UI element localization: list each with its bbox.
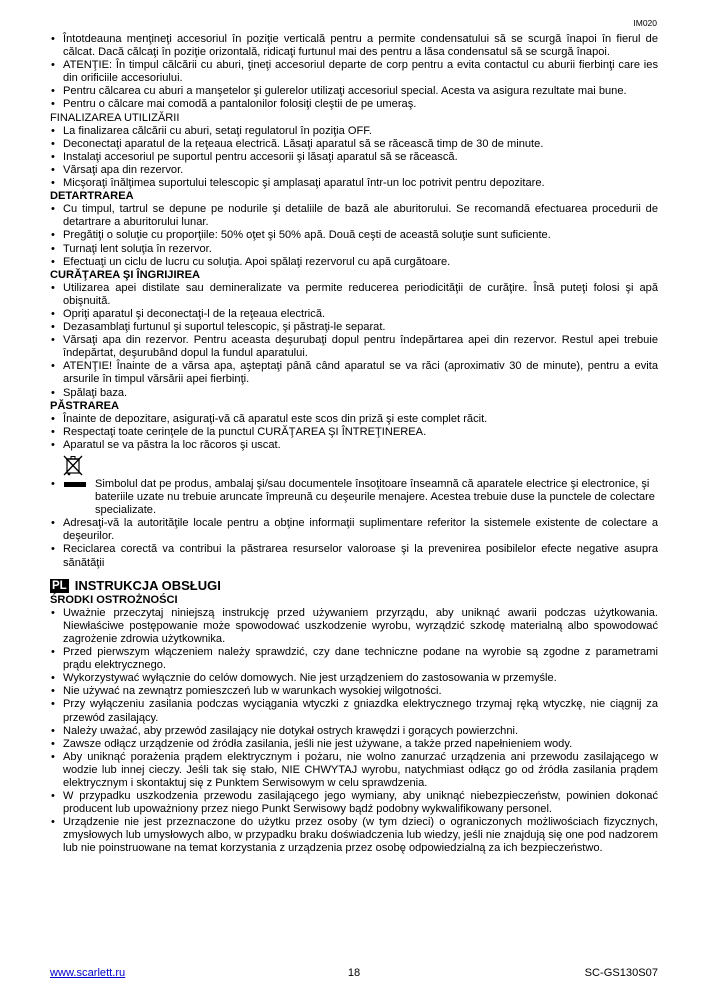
- page-number: 18: [347, 967, 361, 979]
- website-link[interactable]: www.scarlett.ru: [50, 967, 126, 979]
- list-item: • Adresaţi-vă la autorităţile locale pentru a obţine informaţii suplimentare referitor la sistemele existente de colectare a deşeurilor.: [50, 517, 658, 543]
- list-item: • Aparatul se va păstra la loc răcoros şi uscat.: [50, 439, 658, 452]
- list-item: • Wykorzystywać wyłącznie do celów domowych. Nie jest urządzeniem do zastosowania w przemyśle.: [50, 672, 658, 685]
- language-badge: PL: [52, 579, 67, 592]
- list-item: • Vărsaţi apa din rezervor.: [50, 164, 658, 177]
- list-item: • Urządzenie nie jest przeznaczone do użytku przez osoby (w tym dzieci) o ograniczonych możliwościach fizycznych, zmysłowych lub umysłowych albo, w przypadku braku doświadczenia lub wiedzy, jeśli nie znajdują się one pod nadzorem lub nie poinstruowane na temat korzystania z urządzenia przez osobę odpowiedzialną za ich bezpieczeństwo.: [50, 816, 658, 855]
- ro-descale-list: [50, 203, 658, 268]
- pl-title: INSTRUKCJA OBSŁUGI: [74, 578, 221, 594]
- list-item: • Przed pierwszym włączeniem należy sprawdzić, czy dane techniczne podane na wyrobie są zgodne z parametrami prądu elektrycznego.: [50, 646, 658, 672]
- list-item: • Pentru călcarea cu aburi a manşetelor şi gulerelor utilizaţi accesoriul special. Acesta va asigura rezultate mai bune.: [50, 85, 658, 98]
- list-item: • Uważnie przeczytaj niniejszą instrukcję przed używaniem przyrządu, aby uniknąć awarii podczas użytkowania. Niewłaściwe postępowanie może spowodować uszkodzenie wyrobu, wyrządzić szkodę materialną albo spowodować zagrożenie zdrowia użytkownika.: [50, 607, 658, 646]
- weee-item: [50, 478, 658, 517]
- list-item: • Turnaţi lent soluţia în rezervor.: [50, 243, 658, 256]
- list-item: • Pregătiţi o soluţie cu proporţiile: 50% oţet şi 50% apă. Două ceşti de această soluţie sunt suficiente.: [50, 229, 658, 242]
- list-item: • Respectaţi toate cerinţele de la punctul CURĂŢAREA ŞI ÎNTREŢINEREA.: [50, 426, 658, 439]
- list-item: • Instalaţi accesoriul pe suportul pentru accesorii şi lăsaţi aparatul să se răcească.: [50, 151, 658, 164]
- weee-symbol-row: [50, 452, 658, 478]
- list-item: • ATENŢIE: În timpul călcării cu aburi, ţineţi accesoriul departe de corp pentru a evita contactul cu aburii fierbinţi care ies din orificiile accesoriului.: [50, 59, 658, 85]
- list-item: • Efectuaţi un ciclu de lucru cu soluţia. Apoi spălaţi rezervorul cu apă curgătoare.: [50, 256, 658, 269]
- list-item: • Întotdeauna menţineţi accesoriul în poziţie verticală pentru a permite condensatului să se scurgă înapoi în fierul de călcat. Dacă călcaţi în poziţie orizontală, ridicaţi furtunul mai des pentru a lăsa condensatul să se scurgă înapoi.: [50, 33, 658, 59]
- weee-bar-icon: [64, 482, 86, 487]
- list-item: • Zawsze odłącz urządzenie od źródła zasilania, jeśli nie jest używane, a także przed napełnieniem wody.: [50, 738, 658, 751]
- list-item: • Cu timpul, tartrul se depune pe nodurile şi detaliile de bază ale aburitorului. Se recomandă efectuarea procedurii de detartrare a aburitorului lunar.: [50, 203, 658, 229]
- section-title-safety: ŚRODKI OSTROŻNOŚCI: [50, 593, 178, 606]
- list-item: • W przypadku uszkodzenia przewodu zasilającego jego wymiany, aby uniknąć niebezpieczeństw, powinien dokonać producent lub upoważniony przez niego Punkt Serwisowy bądź podobny wykwalifikowany personel.: [50, 790, 658, 816]
- ro-final-list: [50, 517, 658, 569]
- list-item: • Înainte de depozitare, asiguraţi-vă că aparatul este scos din priză şi este complet răcit.: [50, 413, 658, 426]
- list-item: • Deconectaţi aparatul de la reţeaua electrică. Lăsaţi aparatul să se răcească timp de 30 de minute.: [50, 138, 658, 151]
- ro-intro-list: [50, 33, 658, 112]
- document-code: IM020: [633, 18, 657, 28]
- section-title-finish: FINALIZAREA UTILIZĂRII: [50, 111, 180, 124]
- list-item: • Nie używać na zewnątrz pomieszczeń lub w warunkach wysokiej wilgotności.: [50, 685, 658, 698]
- list-item: • Opriţi aparatul şi deconectaţi-l de la reţeaua electrică.: [50, 308, 658, 321]
- list-item: • Aby uniknąć porażenia prądem elektrycznym i pożaru, nie wolno zanurzać urządzenia ani przewodu zasilającego w wodzie lub innej cieczy. Jeśli tak się stało, NIE CHWYTAJ wyrobu, natychmiast odłącz go od źródła zasilania prądem elektrycznym i skontaktuj się z Punktem Serwisowym w celu sprawdzenia.: [50, 751, 658, 790]
- list-item: • Micşoraţi înălţimea suportului telescopic şi amplasaţi aparatul într-un loc potrivit pentru depozitare.: [50, 177, 658, 190]
- ro-finish-list: [50, 125, 658, 190]
- ro-storage-list: [50, 413, 658, 452]
- list-item: • Reciclarea corectă va contribui la păstrarea resurselor valoroase şi la prevenirea posibilelor efecte negative asupra sănătăţii: [50, 543, 658, 569]
- weee-text: Simbolul dat pe produs, ambalaj şi/sau documentele însoţitoare înseamnă că aparatele electrice şi electronice, şi bateriile uzate nu trebuie aruncate împreună cu deşeurile menajere. Acestea trebuie duse la punctele de colectare specializate.: [95, 478, 655, 517]
- list-item: • Utilizarea apei distilate sau demineralizate va permite reducerea periodicităţii de curăţire. Însă puteţi folosi şi apă obişnuită.: [50, 282, 658, 308]
- section-title-descale: DETARTRAREA: [50, 190, 134, 203]
- ro-clean-list: [50, 282, 658, 400]
- list-item: • Pentru o călcare mai comodă a pantalonilor folosiţi cleştii de pe umeraş.: [50, 98, 658, 111]
- section-title-clean: CURĂŢAREA ŞI ÎNGRIJIREA: [50, 268, 200, 281]
- pl-heading: [50, 579, 658, 593]
- section-title-storage: PĂSTRAREA: [50, 399, 120, 412]
- list-item: • Należy uważać, aby przewód zasilający nie dotykał ostrych krawędzi i gorących powierzchni.: [50, 725, 658, 738]
- list-item: • ATENŢIE! Înainte de a vărsa apa, aşteptaţi până când aparatul se va răci (aproximativ 30 de minute), pentru a evita arsurile în timpul vărsării apei fierbinţi.: [50, 360, 658, 386]
- list-item: • La finalizarea călcării cu aburi, setaţi regulatorul în poziţia OFF.: [50, 125, 658, 138]
- pl-safety-list: [50, 607, 658, 856]
- model-code: SC-GS130S07: [584, 967, 658, 979]
- list-item: • Vărsaţi apa din rezervor. Pentru aceasta deşurubaţi dopul pentru îndepărtarea apei din rezervor. Restul apei trebuie îndepărtat, deşurubând dopul la fundul aparatului.: [50, 334, 658, 360]
- page-content: [50, 33, 658, 856]
- list-item: • Przy wyłączeniu zasilania podczas wyciągania wtyczki z gniazdka elektrycznego trzymaj ręką wtyczkę, nie ciągnij za przewód zasilający.: [50, 698, 658, 724]
- list-item: • Spălaţi baza.: [50, 387, 658, 400]
- crossed-bin-icon: [61, 453, 85, 477]
- list-item: • Dezasamblaţi furtunul şi suportul telescopic, şi păstraţi-le separat.: [50, 321, 658, 334]
